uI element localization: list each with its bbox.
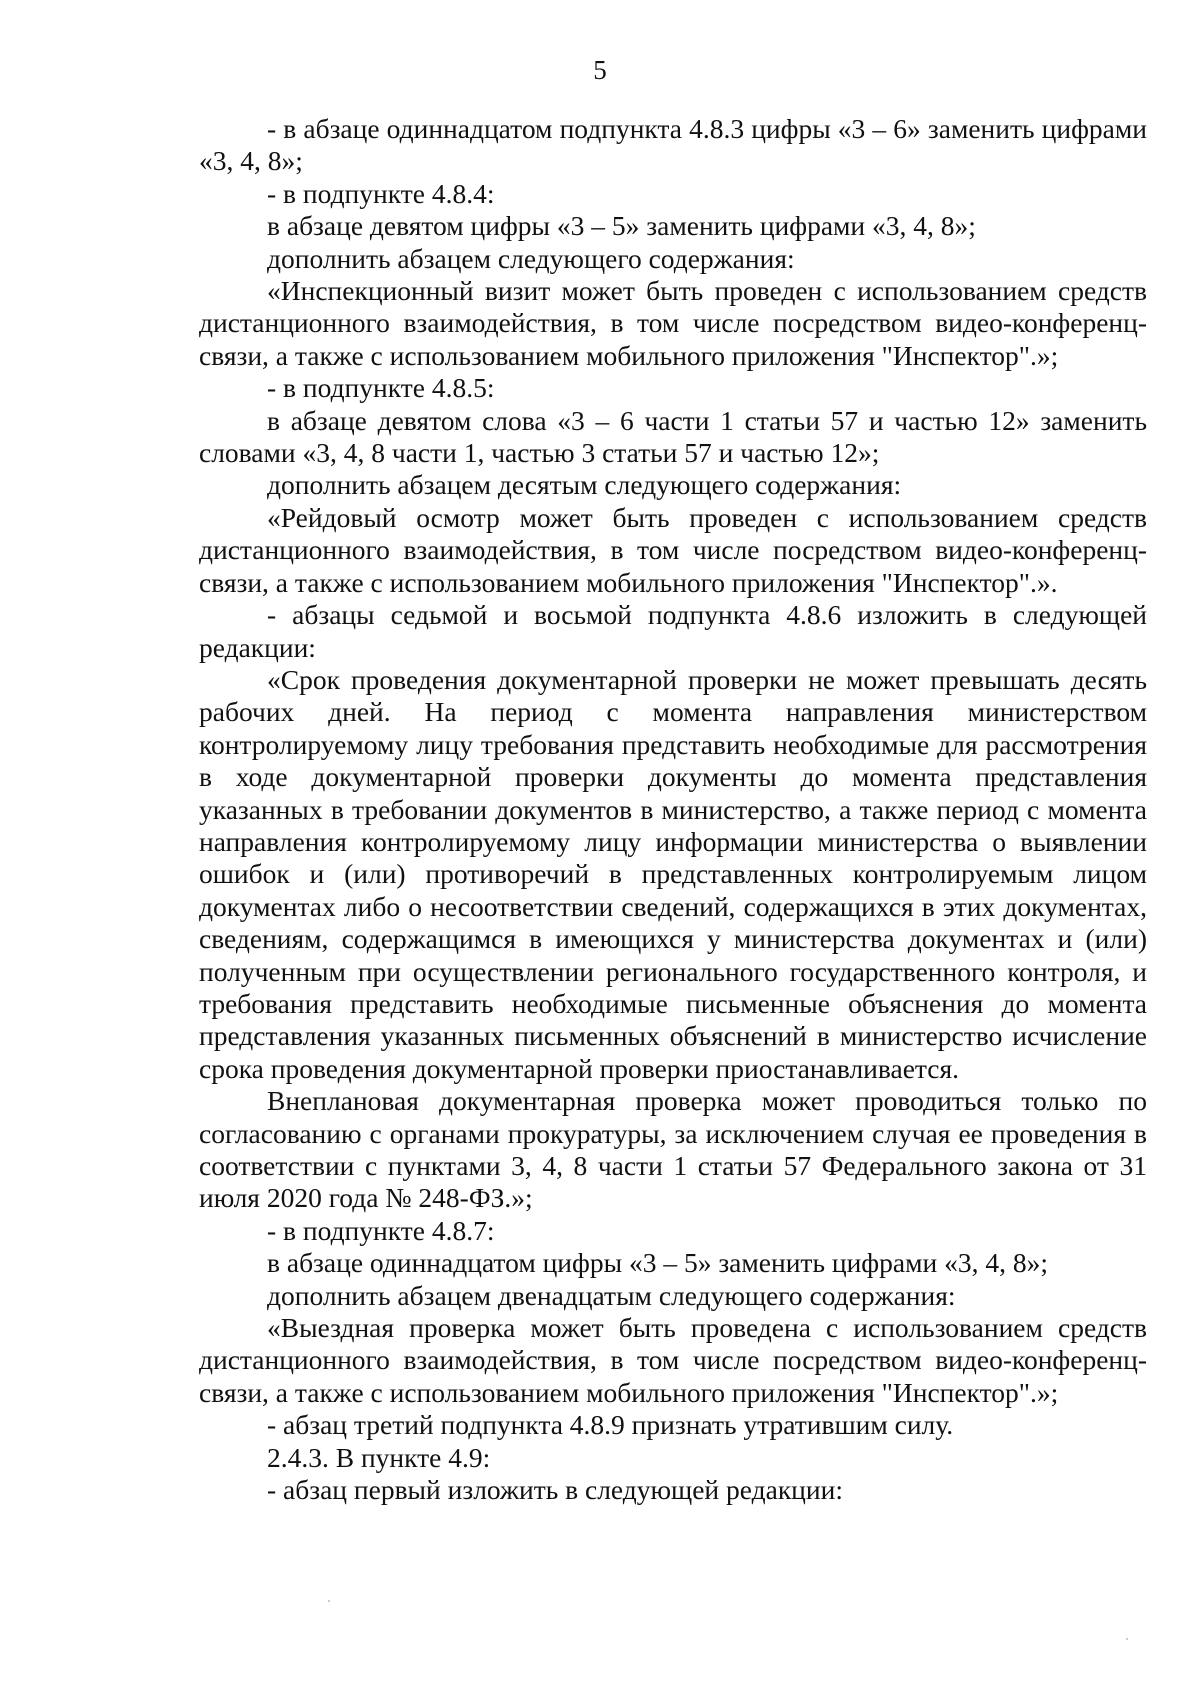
paragraph: 2.4.3. В пункте 4.9:	[267, 1441, 491, 1473]
page-number: 5	[593, 55, 607, 85]
paragraph: - в подпункте 4.8.7:	[267, 1214, 495, 1246]
paragraph: - в подпункте 4.8.5:	[267, 372, 495, 404]
paragraph: - абзац третий подпункта 4.8.9 признать утратившим силу.	[267, 1409, 954, 1441]
paragraph: в абзаце девятом цифры «3 – 5» заменить цифрами «3, 4, 8»;	[267, 210, 976, 242]
paragraph: «Срок проведения документарной проверки не может превышать десять рабочих дней. На период с момента направления министерством контролируемому лицу требования представить необходимые для рассмотрения в ходе документарной проверки документы до момента представления указанных в требовании документов в министерство, а также период с момента направления контролируемому лицу информации министерства о выявлении ошибок и (или) противоречий в представленных контролируемым лицом документах либо о несоответствии сведений, содержащихся в этих документах, сведениям, содержащимся в имеющихся у министерства документах и (или) полученным при осуществлении регионального государственного контроля, и требования представить необходимые письменные объяснения до момента представления указанных письменных объяснений в министерство исчисление срока проведения документарной проверки приостанавливается.	[199, 663, 1147, 1084]
paragraph: «Выездная проверка может быть проведена с использованием средств дистанционного взаимодействия, в том числе посредством видео-конференц-связи, а также с использованием мобильного приложения "Инспектор".»;	[199, 1312, 1147, 1408]
paragraph: - в абзаце одиннадцатом подпункта 4.8.3 цифры «3 – 6» заменить цифрами «3, 4, 8»;	[199, 113, 1147, 177]
paragraph: дополнить абзацем двенадцатым следующего содержания:	[267, 1279, 956, 1311]
paragraph: «Рейдовый осмотр может быть проведен с использованием средств дистанционного взаимодействия, в том числе посредством видео-конференц-связи, а также с использованием мобильного приложения "Инспектор".».	[199, 501, 1147, 598]
paragraph: дополнить абзацем десятым следующего содержания:	[267, 469, 902, 501]
paragraph: - абзацы седьмой и восьмой подпункта 4.8.6 изложить в следующей редакции:	[199, 599, 1147, 663]
paragraph: - в подпункте 4.8.4:	[267, 177, 495, 209]
paragraph: Внеплановая документарная проверка может проводиться только по согласованию с органами прокуратуры, за исключением случая ее проведения в соответствии с пунктами 3, 4, 8 части 1 статьи 57 Федерального закона от 31 июля 2020 года № 248-ФЗ.»;	[199, 1085, 1147, 1214]
paragraph: «Инспекционный визит может быть проведен с использованием средств дистанционного взаимодействия, в том числе посредством видео-конференц-связи, а также с использованием мобильного приложения "Инспектор".»;	[199, 275, 1147, 371]
document-body	[199, 113, 1147, 1506]
paragraph: дополнить абзацем следующего содержания:	[267, 242, 795, 274]
scan-speck	[328, 1600, 330, 1602]
paragraph: в абзаце девятом слова «3 – 6 части 1 статьи 57 и частью 12» заменить словами «3, 4, 8 части 1, частью 3 статьи 57 и частью 12»;	[199, 404, 1147, 469]
paragraph: - абзац первый изложить в следующей редакции:	[267, 1474, 843, 1506]
scan-speck	[1126, 1638, 1128, 1640]
paragraph: в абзаце одиннадцатом цифры «3 – 5» заменить цифрами «3, 4, 8»;	[267, 1247, 1048, 1279]
